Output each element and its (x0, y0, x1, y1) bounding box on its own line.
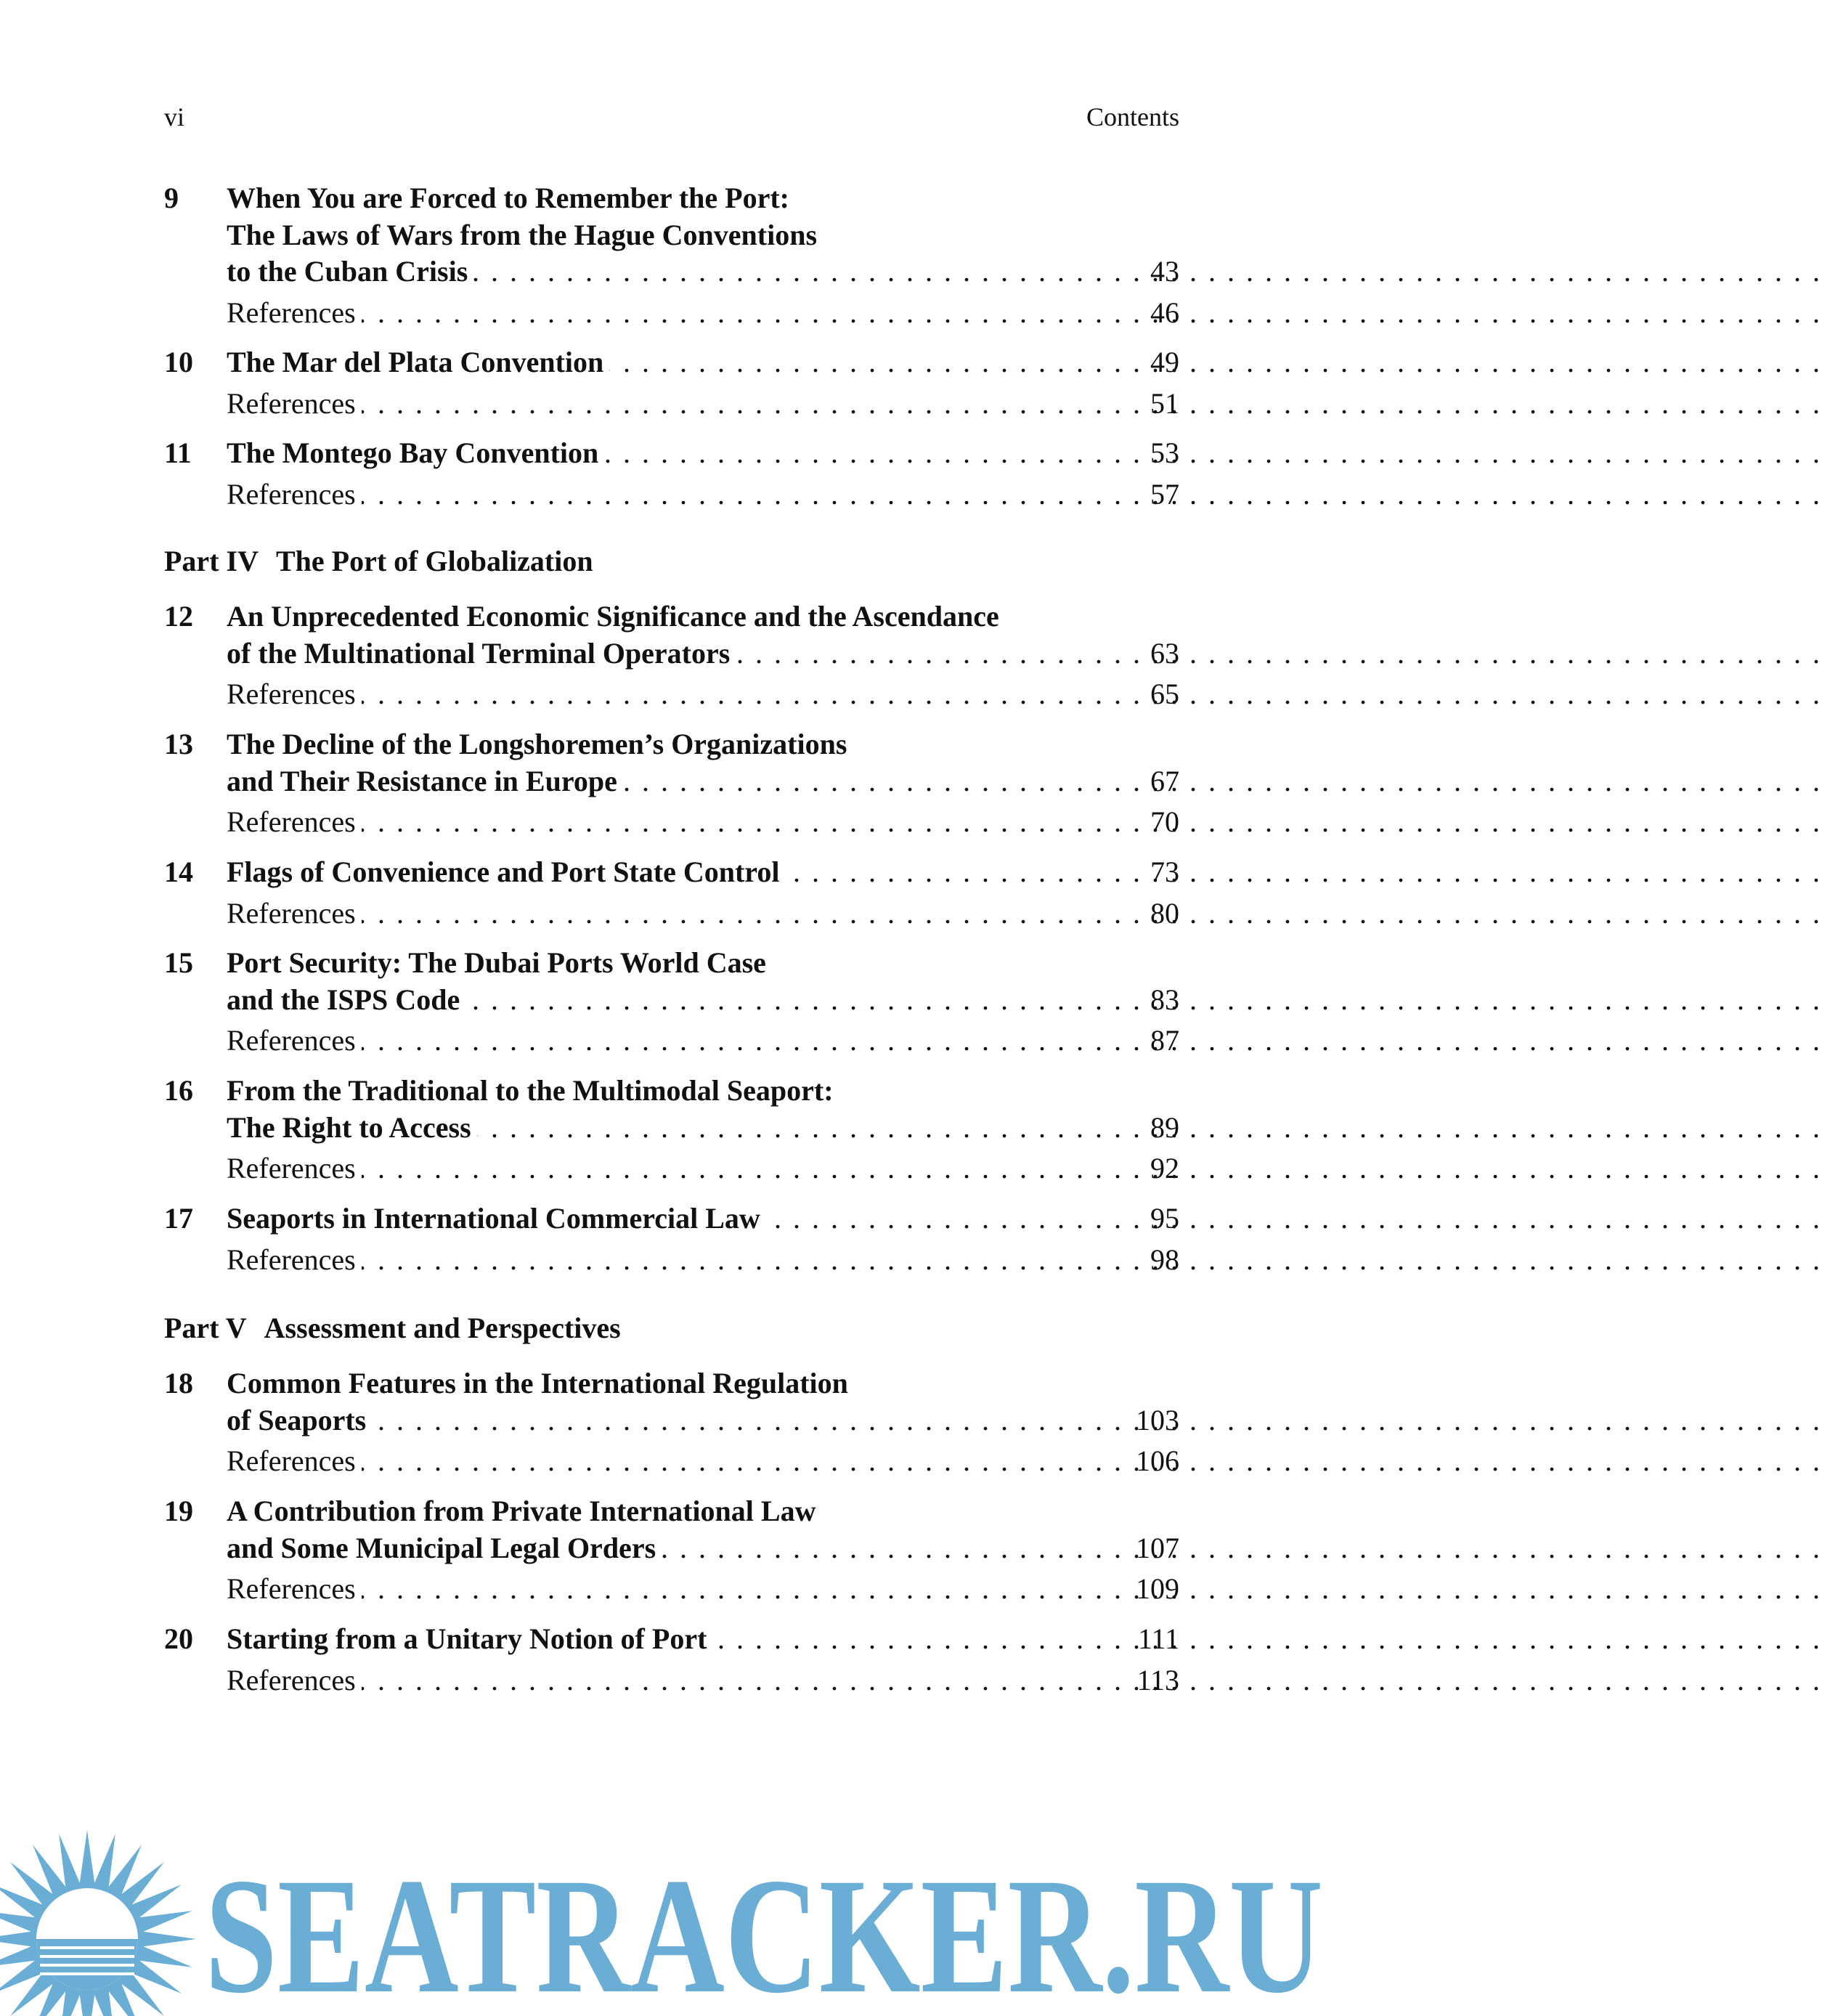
chapter-page-number: 95 (1150, 1202, 1179, 1235)
chapter-title-leader (227, 253, 1107, 290)
chapter-title-last: and Their Resistance in Europe (227, 765, 623, 797)
chapter-entry[interactable] (164, 1200, 1179, 1237)
references-label: References (227, 1572, 362, 1605)
chapter-title-row[interactable] (164, 635, 1179, 672)
references-entry[interactable] (164, 295, 1179, 331)
chapter-number: 13 (164, 728, 193, 760)
chapter-title-last: of the Multinational Terminal Operators (227, 637, 736, 670)
references-entry[interactable] (164, 676, 1179, 712)
chapter-entry[interactable] (164, 726, 1179, 763)
running-title: Contents (1086, 102, 1179, 131)
references-label: References (227, 1444, 362, 1477)
chapter-title-last: to the Cuban Crisis (227, 255, 473, 288)
part-heading (164, 543, 593, 580)
part-label: Part IV (164, 545, 259, 577)
chapter-page-number: 89 (1150, 1110, 1179, 1144)
chapter-entry[interactable] (164, 1493, 1179, 1529)
chapter-title-row (164, 217, 1179, 253)
references-leader (227, 895, 1107, 932)
chapter-title-row[interactable] (164, 763, 1179, 800)
chapter-entry[interactable] (164, 1073, 1179, 1109)
chapter-title-leader (227, 1200, 1107, 1237)
references-label: References (227, 1024, 362, 1057)
chapter-title-leader (227, 435, 1107, 471)
references-page-number: 87 (1150, 1024, 1179, 1057)
chapter-number: 12 (164, 600, 193, 633)
chapter-title-last: The Montego Bay Convention (227, 436, 604, 469)
chapter-entry[interactable] (164, 598, 1179, 635)
references-page-number: 92 (1150, 1152, 1179, 1184)
chapter-entry[interactable] (164, 1365, 1179, 1402)
references-entry[interactable] (164, 1443, 1179, 1479)
chapter-page-number: 53 (1150, 436, 1179, 469)
references-entry[interactable] (164, 895, 1179, 932)
references-entry[interactable] (164, 1662, 1179, 1699)
chapter-page-number: 73 (1150, 855, 1179, 888)
references-entry[interactable] (164, 1242, 1179, 1278)
page-number-roman: vi (164, 102, 185, 131)
chapter-title-last: and the ISPS Code (227, 983, 465, 1016)
references-label: References (227, 478, 362, 511)
chapter-title-leader (227, 1402, 1107, 1439)
chapter-title-leader (227, 1621, 1107, 1657)
references-label: References (227, 1152, 362, 1184)
references-page-number: 57 (1150, 477, 1179, 511)
references-leader (227, 804, 1107, 840)
references-leader (227, 1443, 1107, 1479)
references-page-number: 46 (1150, 296, 1179, 329)
chapter-title-last: The Mar del Plata Convention (227, 346, 609, 378)
chapter-page-number: 111 (1137, 1622, 1179, 1655)
chapter-title-last: of Seaports (227, 1404, 372, 1436)
references-leader (227, 386, 1107, 422)
chapter-title-last: Starting from a Unitary Notion of Port (227, 1622, 712, 1655)
chapter-title-line: Port Security: The Dubai Ports World Case (227, 946, 766, 979)
references-page-number: 80 (1150, 896, 1179, 930)
part-title: Assessment and Perspectives (264, 1312, 621, 1344)
chapter-title-leader (227, 982, 1107, 1018)
chapter-title-line: When You are Forced to Remember the Port: (227, 182, 789, 214)
chapter-entry[interactable] (164, 1621, 1179, 1657)
chapter-title-line: The Laws of Wars from the Hague Conventions (227, 218, 818, 251)
references-label: References (227, 1664, 362, 1696)
watermark-text: SEATRACKER.RU (205, 1845, 1323, 2016)
chapter-number: 20 (164, 1622, 193, 1655)
chapter-title-line: A Contribution from Private International Law (227, 1495, 816, 1527)
chapter-number: 10 (164, 346, 193, 378)
chapter-page-number: 43 (1150, 255, 1179, 288)
chapter-title-leader (227, 1110, 1107, 1146)
chapter-title-line: The Decline of the Longshoremen’s Organizations (227, 728, 847, 760)
chapter-title-leader (227, 344, 1107, 381)
references-label: References (227, 897, 362, 930)
part-title: The Port of Globalization (275, 545, 593, 577)
chapter-number: 19 (164, 1495, 193, 1527)
references-entry[interactable] (164, 1150, 1179, 1187)
references-leader (227, 1242, 1107, 1278)
chapter-title-row[interactable] (164, 982, 1179, 1018)
references-page-number: 109 (1136, 1572, 1179, 1605)
chapter-title-line: An Unprecedented Economic Significance and the Ascendance (227, 600, 999, 633)
references-label: References (227, 387, 362, 420)
references-page-number: 98 (1150, 1243, 1179, 1276)
part-heading (164, 1310, 621, 1346)
chapter-entry[interactable] (164, 344, 1179, 381)
chapter-entry[interactable] (164, 854, 1179, 890)
chapter-title-row[interactable] (164, 1402, 1179, 1439)
chapter-title-last: The Right to Access (227, 1111, 477, 1144)
chapter-number: 9 (164, 182, 179, 214)
chapter-entry[interactable] (164, 435, 1179, 471)
watermark (0, 1830, 1330, 2016)
references-entry[interactable] (164, 1023, 1179, 1059)
chapter-title-leader (227, 1530, 1107, 1566)
chapter-page-number: 107 (1136, 1531, 1179, 1564)
references-page-number: 106 (1136, 1444, 1179, 1477)
chapter-title-last: Flags of Convenience and Port State Control (227, 855, 785, 888)
chapter-title-line: Common Features in the International Regulation (227, 1367, 848, 1399)
references-leader (227, 676, 1107, 712)
references-leader (227, 295, 1107, 331)
chapter-title-last: and Some Municipal Legal Orders (227, 1532, 662, 1564)
chapter-entry[interactable] (164, 945, 1179, 981)
chapter-number: 16 (164, 1074, 193, 1107)
part-label: Part V (164, 1312, 247, 1344)
references-entry[interactable] (164, 476, 1179, 513)
chapter-page-number: 49 (1150, 346, 1179, 378)
chapter-number: 15 (164, 946, 193, 979)
sunburst-logo-icon (0, 1830, 196, 2016)
chapter-number: 17 (164, 1202, 193, 1235)
references-entry[interactable] (164, 1571, 1179, 1607)
chapter-title-last: Seaports in International Commercial Law (227, 1202, 766, 1235)
chapter-title-leader (227, 763, 1107, 800)
references-leader (227, 1150, 1107, 1187)
references-page-number: 51 (1150, 386, 1179, 420)
chapter-title-row[interactable] (164, 253, 1179, 290)
references-leader (227, 1662, 1107, 1699)
chapter-title-row[interactable] (164, 1530, 1179, 1566)
chapter-title-line: From the Traditional to the Multimodal Seaport: (227, 1074, 834, 1107)
chapter-number: 14 (164, 855, 193, 888)
references-entry[interactable] (164, 386, 1179, 422)
references-label: References (227, 678, 362, 710)
references-leader (227, 476, 1107, 513)
chapter-page-number: 103 (1136, 1403, 1179, 1436)
references-label: References (227, 1243, 362, 1276)
chapter-title-row[interactable] (164, 1110, 1179, 1146)
references-entry[interactable] (164, 804, 1179, 840)
chapter-number: 18 (164, 1367, 193, 1399)
references-page-number: 65 (1150, 678, 1179, 710)
references-page-number: 113 (1136, 1663, 1179, 1696)
chapter-number: 11 (164, 436, 192, 469)
references-leader (227, 1571, 1107, 1607)
references-label: References (227, 296, 362, 329)
chapter-page-number: 67 (1150, 764, 1179, 797)
table-of-contents (164, 0, 1179, 1743)
chapter-title-leader (227, 635, 1107, 672)
chapter-title-leader (227, 854, 1107, 890)
chapter-entry[interactable] (164, 180, 1179, 216)
references-page-number: 70 (1150, 805, 1179, 838)
chapter-page-number: 63 (1150, 636, 1179, 670)
chapter-page-number: 83 (1150, 983, 1179, 1016)
references-leader (227, 1023, 1107, 1059)
references-label: References (227, 805, 362, 838)
